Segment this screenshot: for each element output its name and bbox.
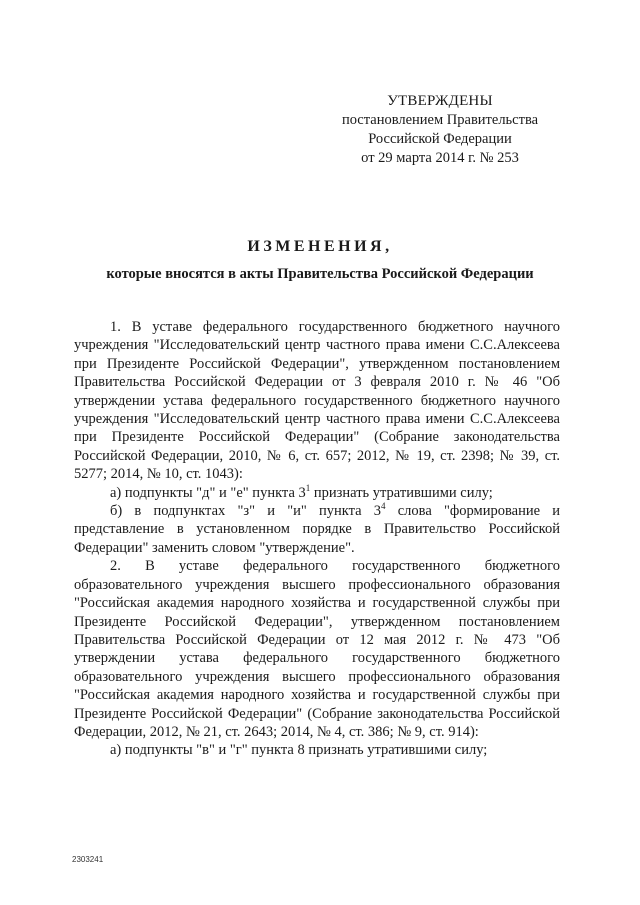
item-1a-paragraph — [74, 484, 560, 502]
item-1a-superscript: 1 — [305, 482, 311, 493]
approval-line-3: от 29 марта 2014 г. № 253 — [361, 150, 519, 166]
item-1a-text: а) подпункты "д" и "е" пункта 3 — [110, 484, 306, 501]
approval-block — [330, 92, 550, 168]
item-1b-superscript: 4 — [381, 501, 386, 512]
item-2a-paragraph: а) подпункты "в" и "г" пункта 8 признать утратившими силу; — [110, 742, 488, 759]
item-1b-text: б) в подпунктах "з" и "и" пункта 3 — [110, 503, 382, 520]
document-subtitle: которые вносятся в акты Правительства Российской Федерации — [106, 266, 534, 282]
approval-title: УТВЕРЖДЕНЫ — [387, 93, 493, 109]
item-1-paragraph: 1. В уставе федерального государственного бюджетного научного учреждения "Исследовательский центр частного права имени С.С.Алексеева при Президенте Российской Федерации", утвержденном постановлением Правительства Российской Федерации от 3 февраля 2010 г. № 46 "Об утверждении устава федерального государственного бюджетного научного учреждения "Исследовательский центр частного права имени С.С.Алексеева при Президенте Российской Федерации" (Собрание законодательства Российской Федерации, 2010, № 6, ст. 657; 2012, № 19, ст. 2398; № 39, ст. 5277; 2014, № 10, ст. 1043): — [74, 319, 560, 483]
document-body — [74, 318, 560, 760]
item-1b-paragraph — [74, 502, 560, 557]
item-1a-text-end: признать утратившими силу; — [310, 484, 493, 501]
document-title: ИЗМЕНЕНИЯ, — [247, 238, 393, 255]
document-code: 2303241 — [72, 855, 104, 864]
approval-line-2: Российской Федерации — [368, 131, 512, 147]
approval-line-1: постановлением Правительства — [341, 112, 539, 128]
item-1b-text-end: слова "формирование и представление в установленном порядке в Правительство Российской Федерации" заменить словом "утверждение". — [74, 503, 560, 556]
item-2-paragraph: 2. В уставе федерального государственного бюджетного образовательного учреждения высшего профессионального образования "Российская академия народного хозяйства и государственной службы при Президенте Российской Федерации", утвержденном постановлением Правительства Российской Федерации от 12 мая 2012 г. № 473 "Об утверждении устава федерального государственного бюджетного образовательного учреждения высшего профессионального образования "Российская академия народного хозяйства и государственной службы при Президенте Российской Федерации" (Собрание законодательства Российской Федерации, 2012, № 21, ст. 2643; 2014, № 4, ст. 386; № 9, ст. 914): — [74, 558, 560, 740]
